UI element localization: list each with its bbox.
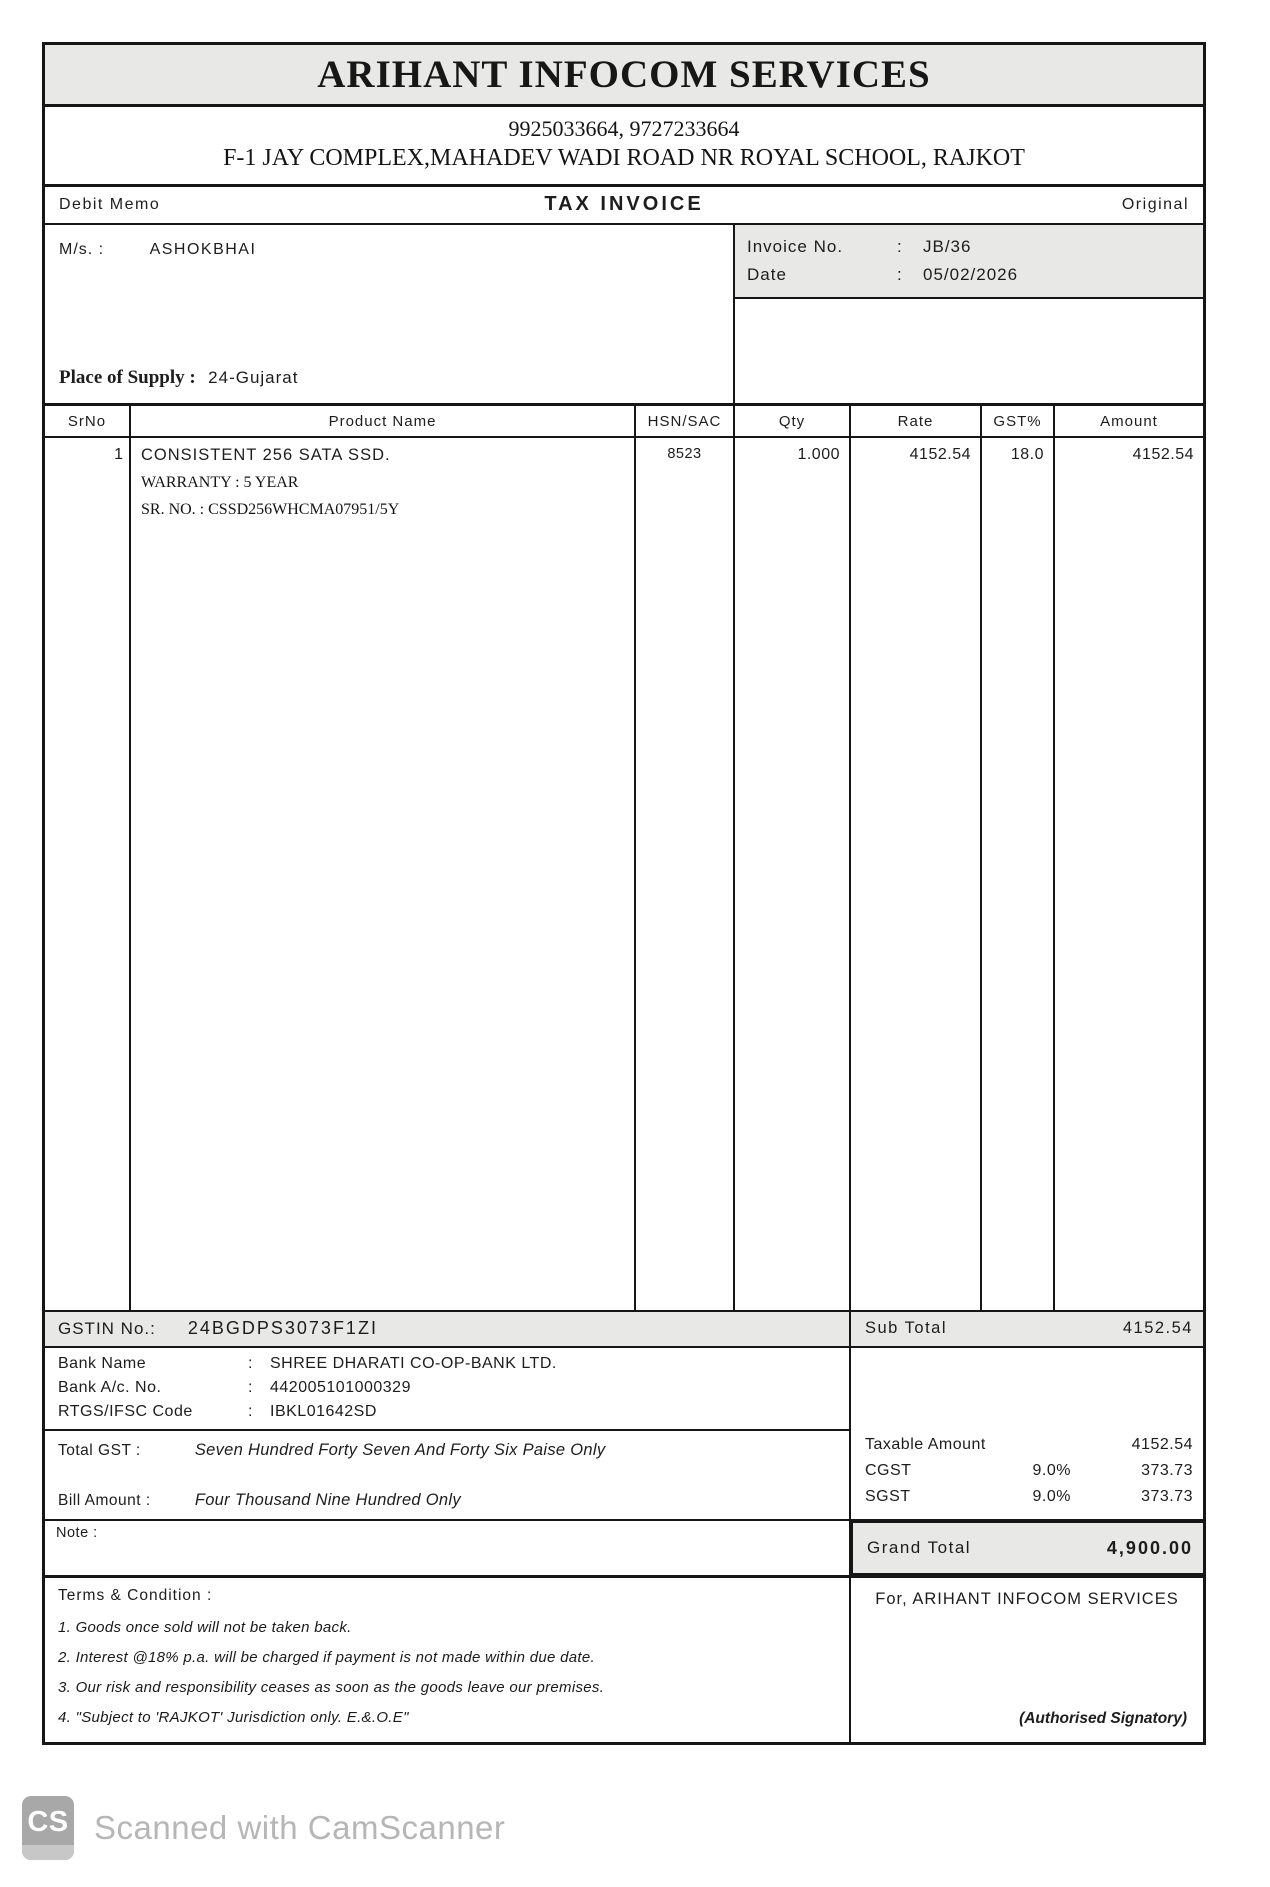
camscanner-watermark-text: Scanned with CamScanner [94,1809,506,1846]
invoice-no-value: JB/36 [923,236,972,256]
buyer-label: M/s. : [59,240,105,258]
invoice-frame [42,42,1206,1745]
party-section [45,225,1203,407]
company-name: ARIHANT INFOCOM SERVICES [317,52,931,96]
invoice-date-separator: : [897,264,903,284]
bank-ifsc-line [58,1403,836,1421]
terms-item-3: 3. Our risk and responsibility ceases as soon as the goods leave our premises. [58,1679,605,1696]
cgst-label: CGST [865,1461,912,1479]
for-company-line: For, ARIHANT INFOCOM SERVICES [875,1590,1179,1608]
place-of-supply-line [59,367,298,389]
taxable-amount-value: 4152.54 [1131,1436,1193,1454]
bank-name-label: Bank Name [58,1355,147,1373]
company-contact-block [45,107,1203,187]
item-amount: 4152.54 [1132,446,1194,464]
cgst-rate: 9.0% [1032,1461,1071,1479]
total-gst-label: Total GST : [58,1441,141,1459]
invoice-date-label: Date [747,264,787,284]
sgst-rate: 9.0% [1032,1487,1071,1505]
bank-ifsc-separator: : [248,1402,253,1420]
terms-item-4: 4. "Subject to 'RAJKOT' Jurisdiction only. E.&.O.E" [58,1709,409,1726]
invoice-meta-cell [735,225,1203,404]
bank-name-separator: : [248,1355,253,1373]
item-product-cell [131,438,636,1310]
bank-ifsc-value: IBKL01642SD [270,1402,377,1420]
taxable-amount-label: Taxable Amount [865,1436,986,1454]
gstin-value: 24BGDPS3073F1ZI [187,1318,378,1339]
bill-amount-label: Bill Amount : [58,1491,151,1509]
camscanner-footer [22,1796,505,1860]
item-srno: 1 [45,438,131,1310]
terms-title: Terms & Condition : [58,1587,213,1604]
tax-summary-column [851,1348,1203,1520]
gstin-subtotal-row [45,1312,1203,1348]
buyer-name: ASHOKBHAI [149,240,257,258]
item-product-name: CONSISTENT 256 SATA SSD. [141,446,391,465]
camscanner-logo-strip [22,1845,74,1860]
place-of-supply-label: Place of Supply : [59,367,196,389]
company-phones: 9925033664, 9727233664 [508,115,740,141]
company-address: F-1 JAY COMPLEX,MAHADEV WADI ROAD NR ROYAL SCHOOL, RAJKOT [223,144,1025,171]
grand-total-box [851,1521,1203,1575]
camscanner-logo-icon [22,1796,74,1860]
sgst-line [865,1484,1193,1510]
sgst-value: 373.73 [1141,1487,1193,1505]
bank-account-label: Bank A/c. No. [58,1379,162,1397]
item-serial-no: SR. NO. : CSSD256WHCMA07951/5Y [141,501,400,519]
note-grandtotal-row [45,1521,1203,1578]
sgst-label: SGST [865,1487,911,1505]
bank-words-column [45,1348,851,1520]
taxable-amount-line [865,1432,1193,1458]
subtotal-label: Sub Total [865,1319,947,1338]
bank-name-value: SHREE DHARATI CO-OP-BANK LTD. [270,1355,557,1373]
bill-amount-words-line [58,1491,461,1510]
memo-bar [45,187,1203,225]
signature-cell [851,1578,1203,1742]
subtotal-value: 4152.54 [1122,1319,1193,1338]
grand-total-value: 4,900.00 [1106,1537,1193,1558]
total-gst-words: Seven Hundred Forty Seven And Forty Six Paise Only [194,1440,606,1459]
place-of-supply-value: 24-Gujarat [208,368,299,388]
total-gst-words-line [58,1441,605,1460]
bank-and-tax-section [45,1348,1203,1522]
item-gst-pct: 18.0 [982,438,1055,1310]
bank-account-separator: : [248,1379,253,1397]
cgst-line [865,1458,1193,1484]
items-table-header [45,406,1203,438]
item-qty: 1.000 [735,438,851,1310]
bank-name-line [58,1355,836,1373]
col-header-qty: Qty [735,406,851,436]
copy-type-label: Original [1121,195,1189,213]
col-header-hsn-sac: HSN/SAC [636,406,735,436]
invoice-no-separator: : [897,236,903,256]
item-rate: 4152.54 [851,438,982,1310]
gstin-label: GSTIN No.: [58,1318,156,1338]
document-title: TAX INVOICE [544,193,704,216]
bill-amount-words: Four Thousand Nine Hundred Only [194,1490,461,1509]
terms-item-2: 2. Interest @18% p.a. will be charged if payment is not made within due date. [58,1649,595,1666]
invoice-date-value: 05/02/2026 [923,264,1019,284]
terms-item-1: 1. Goods once sold will not be taken back. [58,1619,352,1636]
buyer-cell [45,225,735,404]
invoice-date-line [747,265,1191,285]
item-warranty: WARRANTY : 5 YEAR [141,474,299,492]
note-cell [45,1521,851,1575]
terms-signature-row [45,1578,1203,1742]
invoice-no-line [747,237,1191,257]
company-title-bar [45,45,1203,107]
bank-account-line [58,1379,836,1397]
item-hsn-sac: 8523 [636,438,735,1310]
invoice-no-label: Invoice No. [747,236,844,256]
cgst-value: 373.73 [1141,1461,1193,1479]
camscanner-logo-text: CS [27,1805,69,1838]
note-label: Note : [56,1525,98,1542]
amount-in-words-box [45,1431,849,1520]
col-header-gst: GST% [982,406,1055,436]
gstin-cell [45,1312,851,1346]
memo-type-label: Debit Memo [59,195,161,213]
subtotal-cell [851,1312,1203,1346]
bank-ifsc-label: RTGS/IFSC Code [58,1402,193,1420]
invoice-info-box [735,225,1203,299]
terms-cell [45,1578,851,1742]
authorised-signatory-label: (Authorised Signatory) [1019,1710,1187,1727]
bank-details-box [45,1348,849,1431]
bank-account-value: 442005101000329 [270,1379,411,1397]
items-table-body [45,438,1203,1312]
col-header-product-name: Product Name [131,406,636,436]
col-header-amount: Amount [1100,412,1158,430]
buyer-line [59,241,719,259]
grand-total-label: Grand Total [867,1538,972,1558]
col-header-rate: Rate [851,406,982,436]
col-header-srno: SrNo [45,406,131,436]
invoice-meta-empty-cell [735,299,1203,404]
